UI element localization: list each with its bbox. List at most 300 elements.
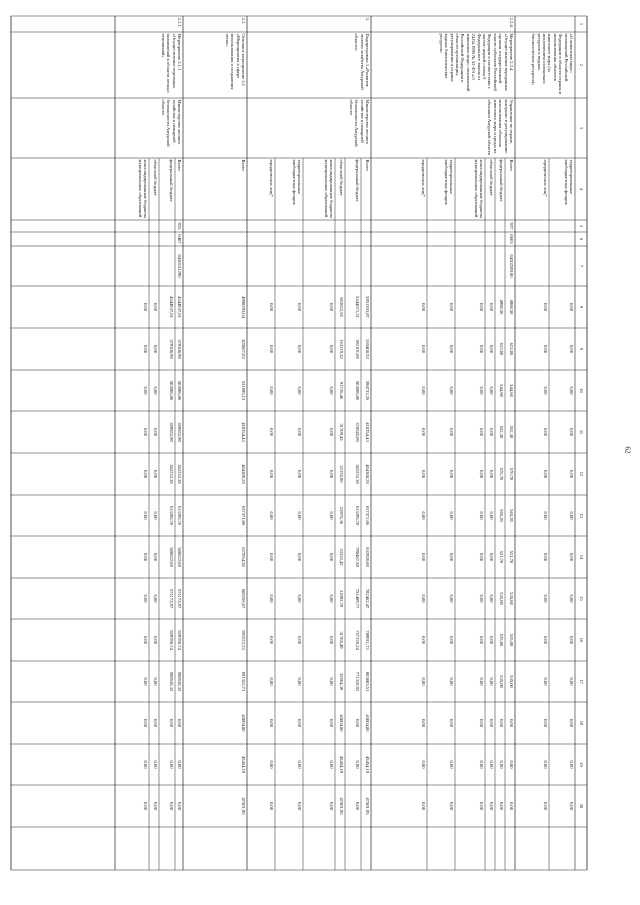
amount-cell: 588622,08 xyxy=(177,547,182,567)
amount-cell: 0,00 xyxy=(479,302,484,312)
amount-cell: 0,00 xyxy=(169,718,174,728)
amount-cell: 0,00 xyxy=(355,801,360,811)
amount-cell: 0,00 xyxy=(297,760,302,769)
funding-source: Всего xyxy=(509,159,514,171)
amount-cell: 0,00 xyxy=(329,386,334,395)
amount-cell: 0,00 xyxy=(449,344,454,354)
amount-cell: 0,00 xyxy=(177,760,182,769)
amount-cell: 4544937,61 xyxy=(169,296,174,318)
amount-cell: 0,00 xyxy=(143,760,148,769)
amount-cell: 47501,95 xyxy=(365,797,370,815)
amount-cell: 31709,43 xyxy=(339,423,344,441)
amount-cell: 0,00 xyxy=(297,594,302,603)
amount-cell: 4968,50 xyxy=(509,299,514,315)
amount-cell: 0,00 xyxy=(143,677,148,686)
amount-cell: 4998293,04 xyxy=(241,296,246,318)
amount-cell: 0,00 xyxy=(143,635,148,645)
funding-source: федеральный бюджет xyxy=(355,159,360,202)
amount-cell: 0,00 xyxy=(569,386,574,395)
amount-cell: 31785,49 xyxy=(339,631,344,649)
amount-cell: 637371,06 xyxy=(241,505,246,526)
csr-code: 0430151290 xyxy=(177,254,182,278)
amount-cell: 0,00 xyxy=(297,302,302,312)
grbs-code: 927 xyxy=(509,222,514,230)
amount-cell: 751469,77 xyxy=(355,588,360,609)
funding-source: консолидированные бюджеты муниципальных образований xyxy=(473,159,484,219)
funding-source: областной бюджет xyxy=(339,159,344,196)
amount-cell: 603622,56 xyxy=(339,297,344,317)
amount-cell: 0,00 xyxy=(269,344,274,354)
amount-cell: 0,00 xyxy=(153,386,158,395)
amount-cell: 535,00 xyxy=(499,675,504,688)
amount-cell: 0,00 xyxy=(329,594,334,603)
amount-cell: 0,00 xyxy=(449,386,454,395)
column-header-6: 6 xyxy=(579,237,584,241)
amount-cell: 559786,74 xyxy=(169,630,174,650)
amount-cell: 0,00 xyxy=(177,801,182,811)
amount-cell: 0,00 xyxy=(569,469,574,479)
amount-cell: 379108,90 xyxy=(169,339,174,359)
amount-cell: 0,00 xyxy=(479,801,484,811)
amount-cell: 0,00 xyxy=(421,386,426,395)
amount-cell: 404388,26 xyxy=(365,464,370,484)
amount-cell: 0,00 xyxy=(269,677,274,686)
funding-source: консолидированные бюджеты муниципальных образований xyxy=(137,159,148,219)
amount-cell: 623,00 xyxy=(509,342,514,356)
amount-cell: 0,00 xyxy=(269,511,274,520)
amount-cell: 544,60 xyxy=(499,384,504,397)
amount-cell: 0,00 xyxy=(543,801,548,811)
amount-cell: 0,00 xyxy=(479,427,484,437)
row-number: 3.1. xyxy=(241,17,246,25)
amount-cell: 0,00 xyxy=(499,760,504,769)
column-header-5: 5 xyxy=(579,224,584,228)
amount-cell: 0,00 xyxy=(169,760,174,769)
amount-cell: 0,00 xyxy=(269,552,274,562)
amount-cell: 535,00 xyxy=(509,675,514,688)
measure-name: Основное мероприятие 3.1 «Мероприятия в сфере использования и сохранения лесов» xyxy=(224,33,246,90)
amount-cell: 503006,80 xyxy=(169,380,174,401)
amount-cell: 4968,50 xyxy=(499,299,504,315)
amount-cell: 0,00 xyxy=(543,344,548,354)
amount-cell: 0,00 xyxy=(153,511,158,520)
column-header-8: 8 xyxy=(579,305,584,309)
funding-source: юридических лиц* xyxy=(543,159,548,197)
amount-cell: 0,00 xyxy=(297,511,302,520)
amount-cell: 576,70 xyxy=(499,467,504,481)
amount-cell: 43004,80 xyxy=(241,714,246,732)
amount-cell: 0,00 xyxy=(489,344,494,354)
amount-cell: 598538,32 xyxy=(177,671,182,692)
amount-cell: 0,00 xyxy=(153,677,158,686)
amount-cell: 0,00 xyxy=(297,552,302,562)
amount-cell: 0,00 xyxy=(543,469,548,479)
amount-cell: 555408,52 xyxy=(365,339,370,359)
amount-cell: 0,00 xyxy=(489,302,494,312)
amount-cell: 0,00 xyxy=(569,801,574,811)
executor: Управление по охране, контролю и регулированию использования объектов животного мира и среды их обитания Амурской области xyxy=(487,99,514,155)
funding-source: территориальных внебюджетных фондов xyxy=(563,159,574,205)
amount-cell: 0,00 xyxy=(421,469,426,479)
amount-cell: 531695,13 xyxy=(241,380,246,401)
amount-cell: 33332,42 xyxy=(339,548,344,566)
column-header-7: 7 xyxy=(579,264,584,268)
amount-cell: 0,00 xyxy=(143,594,148,603)
row-number: 3.1.1. xyxy=(177,17,182,28)
column-header-11: 11 xyxy=(579,429,584,435)
amount-cell: 0,00 xyxy=(153,718,158,728)
amount-cell: 0,00 xyxy=(449,760,454,769)
amount-cell: 0,00 xyxy=(297,718,302,728)
amount-cell: 0,00 xyxy=(177,718,182,728)
amount-cell: 0,00 xyxy=(297,427,302,437)
amount-cell: 637371,06 xyxy=(365,505,370,526)
amount-cell: 0,00 xyxy=(329,427,334,437)
amount-cell: 0,00 xyxy=(479,344,484,354)
amount-cell: 0,00 xyxy=(297,386,302,395)
amount-cell: 0,00 xyxy=(499,801,504,811)
amount-cell: 0,00 xyxy=(329,760,334,769)
amount-cell: 503006,80 xyxy=(355,380,360,401)
amount-cell: 0,00 xyxy=(143,427,148,437)
funding-source: федеральный бюджет xyxy=(169,159,174,202)
amount-cell: 0,00 xyxy=(543,677,548,686)
amount-cell: 535,00 xyxy=(499,633,504,647)
amount-cell: 0,00 xyxy=(269,635,274,645)
amount-cell: 369552,90 xyxy=(177,422,182,442)
amount-cell: 576,70 xyxy=(509,467,514,481)
amount-cell: 0,00 xyxy=(489,511,494,520)
amount-cell: 0,00 xyxy=(143,302,148,312)
amount-cell: 0,00 xyxy=(449,469,454,479)
amount-cell: 425807,02 xyxy=(241,339,246,359)
amount-cell: 0,00 xyxy=(143,344,148,354)
amount-cell: 565,20 xyxy=(499,509,504,522)
column-header-14: 14 xyxy=(579,554,584,560)
amount-cell: 0,00 xyxy=(489,552,494,562)
amount-cell: 757126,24 xyxy=(355,630,360,650)
amount-cell: 0,00 xyxy=(449,718,454,728)
amount-cell: 0,00 xyxy=(543,386,548,395)
amount-cell: 0,00 xyxy=(499,718,504,728)
amount-cell: 0,00 xyxy=(569,427,574,437)
funding-source: юридических лиц* xyxy=(421,159,426,197)
funding-source: областной бюджет xyxy=(153,159,158,196)
funding-source: юридических лиц* xyxy=(269,159,274,197)
amount-cell: 0,00 xyxy=(421,594,426,603)
amount-cell: 0,00 xyxy=(421,511,426,520)
funding-source: Всего xyxy=(365,159,370,171)
amount-cell: 0,00 xyxy=(421,635,426,645)
amount-cell: 0,00 xyxy=(329,344,334,354)
rzpr-code: 0603 xyxy=(509,234,514,244)
amount-cell: 0,00 xyxy=(449,635,454,645)
amount-cell: 803883,51 xyxy=(365,671,370,692)
amount-cell: 0,00 xyxy=(509,801,514,811)
column-header-15: 15 xyxy=(579,596,584,601)
amount-cell: 0,00 xyxy=(421,718,426,728)
amount-cell: 45454,19 xyxy=(241,755,246,774)
amount-cell: 0,00 xyxy=(421,677,426,686)
column-header-16: 16 xyxy=(579,637,584,643)
amount-cell: 0,00 xyxy=(449,302,454,312)
amount-cell: 0,00 xyxy=(143,469,148,479)
amount-cell: 789911,73 xyxy=(365,630,370,650)
funding-source: Всего xyxy=(177,159,182,171)
amount-cell: 0,00 xyxy=(329,635,334,645)
amount-cell: 45454,19 xyxy=(339,755,344,774)
amount-cell: 0,00 xyxy=(269,469,274,479)
amount-cell: 0,00 xyxy=(169,801,174,811)
column-header-13: 13 xyxy=(579,513,584,518)
column-header-2: 2 xyxy=(579,63,584,67)
amount-cell: 0,00 xyxy=(489,427,494,437)
amount-cell: 535,00 xyxy=(509,633,514,647)
amount-cell: 0,00 xyxy=(329,677,334,686)
amount-cell: 0,00 xyxy=(479,594,484,603)
amount-cell: 0,00 xyxy=(569,760,574,769)
amount-cell: 0,00 xyxy=(153,302,158,312)
amount-cell: 0,00 xyxy=(269,594,274,603)
amount-cell: 379108,90 xyxy=(177,339,182,359)
column-header-4: 4 xyxy=(579,187,584,191)
amount-cell: 47501,95 xyxy=(339,797,344,815)
amount-cell: 627054,50 xyxy=(241,547,246,567)
column-header-1: 1 xyxy=(579,22,584,26)
amount-cell: 0,00 xyxy=(153,635,158,645)
funding-source: областной бюджет xyxy=(489,159,494,196)
amount-cell: 91726,46 xyxy=(339,381,344,400)
funding-source: консолидированные бюджеты муниципальных образований xyxy=(323,159,334,219)
amount-cell: 31092,70 xyxy=(339,589,344,608)
amount-cell: 0,00 xyxy=(449,677,454,686)
amount-cell: 0,00 xyxy=(479,511,484,520)
column-header-18: 18 xyxy=(579,720,584,726)
measure-name: «О животном мире» полномочий Российской Федерации в области охраны и использования объектов животного мира (за исключением охотничьих ресурсов и водных биологических ресурсов)» xyxy=(531,33,574,95)
amount-cell: 43004,80 xyxy=(339,714,344,732)
amount-cell: 47501,95 xyxy=(241,797,246,815)
amount-cell: 0,00 xyxy=(143,718,148,728)
executor: Министерство лесного хозяйства и пожарной безопасности Амурской области xyxy=(348,99,370,147)
amount-cell: 32664,39 xyxy=(339,672,344,691)
amount-cell: 404388,26 xyxy=(241,464,246,484)
amount-cell: 0,00 xyxy=(449,801,454,811)
amount-cell: 23975,36 xyxy=(339,506,344,525)
amount-cell: 0,00 xyxy=(479,718,484,728)
amount-cell: 0,00 xyxy=(449,511,454,520)
amount-cell: 0,00 xyxy=(153,469,158,479)
amount-cell: 591572,23 xyxy=(241,630,246,650)
amount-cell: 588622,08 xyxy=(169,547,174,567)
funding-source: Всего xyxy=(241,159,246,171)
amount-cell: 0,00 xyxy=(569,635,574,645)
amount-cell: 0,00 xyxy=(509,718,514,728)
amount-cell: 0,00 xyxy=(329,801,334,811)
amount-cell: 0,00 xyxy=(479,552,484,562)
amount-cell: 0,00 xyxy=(421,427,426,437)
amount-cell: 382232,30 xyxy=(355,464,360,484)
amount-cell: 0,00 xyxy=(355,718,360,728)
amount-cell: 0,00 xyxy=(489,677,494,686)
amount-cell: 392101,00 xyxy=(355,339,360,359)
amount-cell: 0,00 xyxy=(329,552,334,562)
amount-cell: 613395,70 xyxy=(169,505,174,526)
amount-cell: 0,00 xyxy=(421,552,426,562)
amount-cell: 0,00 xyxy=(479,469,484,479)
amount-cell: 0,00 xyxy=(153,427,158,437)
amount-cell: 0,00 xyxy=(297,801,302,811)
amount-cell: 0,00 xyxy=(355,760,360,769)
amount-cell: 378545,00 xyxy=(355,422,360,442)
column-header-20: 20 xyxy=(579,803,584,809)
amount-cell: 571173,97 xyxy=(177,588,182,609)
amount-cell: 0,00 xyxy=(421,344,426,354)
amount-cell: 771318,92 xyxy=(355,671,360,692)
column-header-9: 9 xyxy=(579,347,584,351)
amount-cell: 0,00 xyxy=(449,552,454,562)
csr-code: 0420259100 xyxy=(509,254,514,278)
amount-cell: 521,70 xyxy=(499,550,504,564)
amount-cell: 503006,80 xyxy=(177,380,182,401)
amount-cell: 0,00 xyxy=(297,677,302,686)
amount-cell: 43004,80 xyxy=(365,714,370,732)
column-header-3: 3 xyxy=(579,126,584,130)
amount-cell: 0,00 xyxy=(421,302,426,312)
amount-cell: 0,00 xyxy=(449,427,454,437)
amount-cell: 5344571,31 xyxy=(355,296,360,318)
grbs-code: 925 xyxy=(177,222,182,230)
amount-cell: 0,00 xyxy=(143,386,148,395)
amount-cell: 0,00 xyxy=(269,718,274,728)
amount-cell: 0,00 xyxy=(297,635,302,645)
amount-cell: 0,00 xyxy=(143,801,148,811)
amount-cell: 544,60 xyxy=(509,384,514,397)
amount-cell: 0,00 xyxy=(269,760,274,769)
amount-cell: 0,00 xyxy=(153,552,158,562)
amount-cell: 613395,70 xyxy=(177,505,182,526)
funding-source: территориальных внебюджетных фондов xyxy=(291,159,302,205)
amount-cell: 0,00 xyxy=(449,594,454,603)
amount-cell: 798487,58 xyxy=(355,547,360,567)
amount-cell: 0,00 xyxy=(489,718,494,728)
amount-cell: 0,00 xyxy=(543,511,548,520)
amount-cell: 0,00 xyxy=(543,760,548,769)
amount-cell: 382232,30 xyxy=(169,464,174,484)
amount-cell: 410254,43 xyxy=(365,422,370,442)
amount-cell: 0,00 xyxy=(569,552,574,562)
amount-cell: 0,00 xyxy=(543,427,548,437)
amount-cell: 0,00 xyxy=(479,760,484,769)
amount-cell: 0,00 xyxy=(489,801,494,811)
amount-cell: 4544937,61 xyxy=(177,296,182,318)
amount-cell: 0,00 xyxy=(543,718,548,728)
amount-cell: 832920,00 xyxy=(365,547,370,567)
amount-cell: 0,00 xyxy=(153,594,158,603)
rzpr-code: 0407 xyxy=(177,234,182,244)
measure-name: Подпрограмма 3 «Развитие лесного хозяйства Амурской области» xyxy=(354,33,370,90)
amount-cell: 5951193,87 xyxy=(365,296,370,318)
amount-cell: 598538,32 xyxy=(169,671,174,692)
amount-cell: 0,00 xyxy=(479,635,484,645)
amount-cell: 0,00 xyxy=(153,344,158,354)
amount-cell: 691322,71 xyxy=(241,671,246,692)
amount-cell: 0,00 xyxy=(153,801,158,811)
amount-cell: 0,00 xyxy=(543,302,548,312)
amount-cell: 0,00 xyxy=(569,344,574,354)
amount-cell: 0,00 xyxy=(489,469,494,479)
amount-cell: 0,00 xyxy=(569,677,574,686)
measure-name: Мероприятие 2.2.4 «Осуществление переданных органам государственной власти субъектов Российской Федерации в соответствии с частью первой статьи 6 Федерального закона от 24.04.1995 № 52-ФЗ «О животном мире» полномочий Российской Федерации в области организации, регулирования и охраны водных биологических ресурсов» xyxy=(438,33,514,92)
amount-cell: 382232,30 xyxy=(177,464,182,484)
column-header-12: 12 xyxy=(579,471,584,477)
amount-cell: 0,00 xyxy=(143,552,148,562)
amount-cell: 0,00 xyxy=(269,386,274,395)
amount-cell: 45454,19 xyxy=(365,755,370,774)
amount-cell: 369552,90 xyxy=(169,422,174,442)
amount-cell: 0,00 xyxy=(489,760,494,769)
amount-cell: 552,30 xyxy=(499,425,504,439)
amount-cell: 0,00 xyxy=(329,511,334,520)
amount-cell: 571173,97 xyxy=(169,588,174,609)
amount-cell: 0,00 xyxy=(569,511,574,520)
amount-cell: 0,00 xyxy=(329,718,334,728)
amount-cell: 0,00 xyxy=(143,511,148,520)
amount-cell: 0,00 xyxy=(489,594,494,603)
amount-cell: 410254,43 xyxy=(241,422,246,442)
amount-cell: 0,00 xyxy=(297,469,302,479)
column-header-19: 19 xyxy=(579,762,584,767)
amount-cell: 0,00 xyxy=(329,302,334,312)
amount-cell: 0,00 xyxy=(569,718,574,728)
amount-cell: 0,00 xyxy=(269,801,274,811)
row-number: 2.2.4. xyxy=(509,17,514,28)
measure-name: Мероприятие 3.1.1 «Осуществление отдельных полномочий в области лесных отношений» xyxy=(160,33,182,93)
column-header-10: 10 xyxy=(579,388,584,393)
column-header-17: 17 xyxy=(579,679,584,684)
amount-cell: 623,00 xyxy=(499,342,504,356)
amount-cell: 565,20 xyxy=(509,509,514,522)
amount-cell: 600256,67 xyxy=(241,588,246,609)
amount-cell: 0,00 xyxy=(269,302,274,312)
amount-cell: 535,00 xyxy=(499,592,504,605)
amount-cell: 0,00 xyxy=(153,760,158,769)
amount-cell: 782462,47 xyxy=(365,588,370,609)
amount-cell: 0,00 xyxy=(509,760,514,769)
funding-source: территориальных внебюджетных фондов xyxy=(443,159,454,205)
amount-cell: 521,70 xyxy=(509,550,514,564)
amount-cell: 0,00 xyxy=(479,677,484,686)
page-number: 62 xyxy=(623,446,632,454)
amount-cell: 163219,32 xyxy=(339,339,344,359)
amount-cell: 535,00 xyxy=(509,592,514,605)
row-number: 3. xyxy=(365,17,370,21)
executor: Министерство лесного хозяйства и пожарной безопасности Амурской области xyxy=(160,99,182,147)
amount-cell: 0,00 xyxy=(329,469,334,479)
amount-cell: 0,00 xyxy=(543,594,548,603)
amount-cell: 0,00 xyxy=(489,635,494,645)
amount-cell: 0,00 xyxy=(489,386,494,395)
budget-table-sheet xyxy=(0,6,595,880)
amount-cell: 0,00 xyxy=(421,801,426,811)
amount-cell: 0,00 xyxy=(543,552,548,562)
funding-source: федеральный бюджет xyxy=(499,159,504,202)
amount-cell: 0,00 xyxy=(569,302,574,312)
amount-cell: 0,00 xyxy=(421,760,426,769)
amount-cell: 0,00 xyxy=(569,594,574,603)
amount-cell: 552,30 xyxy=(509,425,514,439)
amount-cell: 594733,26 xyxy=(365,380,370,401)
amount-cell: 0,00 xyxy=(479,386,484,395)
